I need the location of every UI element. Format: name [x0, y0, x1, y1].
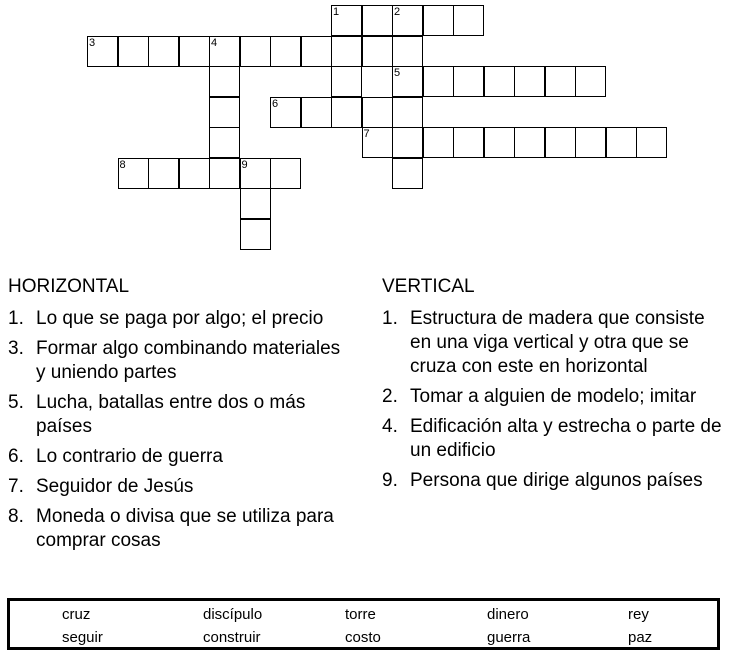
grid-cell[interactable] — [392, 5, 423, 36]
grid-cell[interactable] — [575, 127, 606, 158]
grid-cell[interactable] — [209, 36, 240, 67]
clue-item — [382, 307, 722, 379]
word-bank-word: dinero — [487, 606, 529, 623]
clue-number: 5. — [8, 392, 24, 413]
clue-item — [8, 505, 353, 553]
grid-cell[interactable] — [514, 66, 545, 97]
word-bank-word: guerra — [487, 629, 531, 646]
cell-number: 8 — [119, 158, 126, 171]
across-clue-list — [8, 307, 353, 553]
clue-number: 6. — [8, 446, 24, 467]
grid-cell[interactable] — [209, 97, 240, 128]
grid-cell[interactable] — [392, 66, 423, 97]
grid-cell[interactable] — [331, 5, 362, 36]
down-clues — [382, 275, 722, 499]
grid-cell[interactable] — [118, 158, 149, 189]
grid-cell[interactable] — [545, 127, 576, 158]
grid-cell[interactable] — [270, 158, 301, 189]
grid-cell[interactable] — [209, 158, 240, 189]
grid-cell[interactable] — [240, 188, 271, 219]
grid-cell[interactable] — [392, 97, 423, 128]
across-heading: HORIZONTAL — [8, 276, 130, 297]
grid-cell[interactable] — [545, 66, 576, 97]
grid-cell[interactable] — [240, 158, 271, 189]
grid-cell[interactable] — [331, 66, 362, 97]
grid-cell[interactable] — [179, 158, 210, 189]
clue-item — [8, 391, 353, 439]
clue-item — [382, 469, 722, 493]
grid-cell[interactable] — [362, 97, 393, 128]
clue-item — [8, 337, 353, 385]
grid-cell[interactable] — [392, 36, 423, 67]
grid-cell[interactable] — [362, 5, 393, 36]
clue-item — [8, 307, 353, 331]
across-clues — [8, 275, 353, 559]
grid-cell[interactable] — [209, 127, 240, 158]
grid-cell[interactable] — [362, 36, 393, 67]
clue-item — [8, 475, 353, 499]
clue-text: Edificación alta y estrecha o parte de un edificio — [410, 416, 722, 461]
grid-cell[interactable] — [453, 5, 484, 36]
grid-cell[interactable] — [270, 97, 301, 128]
grid-cell[interactable] — [484, 66, 515, 97]
grid-cell[interactable] — [270, 36, 301, 67]
clue-number: 3. — [8, 338, 24, 359]
grid-cell[interactable] — [209, 66, 240, 97]
clue-number: 8. — [8, 506, 24, 527]
clue-number: 7. — [8, 476, 24, 497]
clue-number: 1. — [382, 308, 398, 329]
clue-text: Lucha, batallas entre dos o más países — [36, 392, 306, 437]
clue-item — [382, 415, 722, 463]
word-bank-word: costo — [345, 629, 381, 646]
clue-number: 4. — [382, 416, 398, 437]
grid-cell[interactable] — [148, 36, 179, 67]
crossword-grid — [0, 0, 729, 260]
clue-text: Persona que dirige algunos países — [410, 470, 703, 491]
grid-cell[interactable] — [423, 5, 454, 36]
word-bank — [7, 598, 720, 650]
clue-text: Seguidor de Jesús — [36, 476, 194, 497]
word-bank-word: discípulo — [203, 606, 263, 623]
clue-text: Tomar a alguien de modelo; imitar — [410, 386, 697, 407]
clue-text: Formar algo combinando materiales y uniendo partes — [36, 338, 341, 383]
word-bank-word: torre — [345, 606, 376, 623]
clue-text: Lo que se paga por algo; el precio — [36, 308, 324, 329]
grid-cell[interactable] — [301, 97, 332, 128]
grid-cell[interactable] — [331, 97, 362, 128]
grid-cell[interactable] — [148, 158, 179, 189]
word-bank-word: rey — [628, 606, 649, 623]
grid-cell[interactable] — [179, 36, 210, 67]
grid-cell[interactable] — [392, 127, 423, 158]
down-clue-list — [382, 307, 722, 493]
clue-item — [8, 445, 353, 469]
clue-text: Lo contrario de guerra — [36, 446, 223, 467]
word-bank-word: construir — [203, 629, 261, 646]
cell-number: 7 — [363, 128, 370, 140]
clue-text: Estructura de madera que consiste en una viga vertical y otra que se cruza con este en horizontal — [410, 308, 705, 377]
cell-number: 1 — [333, 6, 340, 18]
cell-number: 5 — [394, 67, 401, 79]
cell-number: 4 — [211, 36, 218, 49]
grid-cell[interactable] — [423, 127, 454, 158]
clue-number: 1. — [8, 308, 24, 329]
cell-number: 6 — [272, 97, 279, 110]
grid-cell[interactable] — [362, 127, 393, 158]
grid-cell[interactable] — [606, 127, 637, 158]
cell-number: 9 — [241, 158, 248, 171]
clue-text: Moneda o divisa que se utiliza para comprar cosas — [36, 506, 334, 551]
cell-number: 3 — [89, 36, 96, 49]
clue-item — [382, 385, 722, 409]
grid-cell[interactable] — [118, 36, 149, 67]
grid-cell[interactable] — [423, 66, 454, 97]
grid-cell[interactable] — [575, 66, 606, 97]
grid-cell[interactable] — [453, 66, 484, 97]
down-heading: VERTICAL — [382, 276, 475, 297]
grid-cell[interactable] — [331, 36, 362, 67]
grid-cell[interactable] — [636, 127, 667, 158]
grid-cell[interactable] — [453, 127, 484, 158]
word-bank-word: cruz — [62, 606, 91, 623]
word-bank-word: seguir — [62, 629, 103, 646]
grid-cell[interactable] — [240, 36, 271, 67]
word-bank-word: paz — [628, 629, 653, 646]
grid-cell[interactable] — [87, 36, 118, 67]
grid-cell[interactable] — [240, 219, 271, 250]
grid-cell[interactable] — [392, 158, 423, 189]
grid-cell[interactable] — [301, 36, 332, 67]
clue-number: 9. — [382, 470, 398, 491]
grid-cell[interactable] — [514, 127, 545, 158]
clue-number: 2. — [382, 386, 398, 407]
grid-cell[interactable] — [484, 127, 515, 158]
cell-number: 2 — [394, 6, 401, 18]
